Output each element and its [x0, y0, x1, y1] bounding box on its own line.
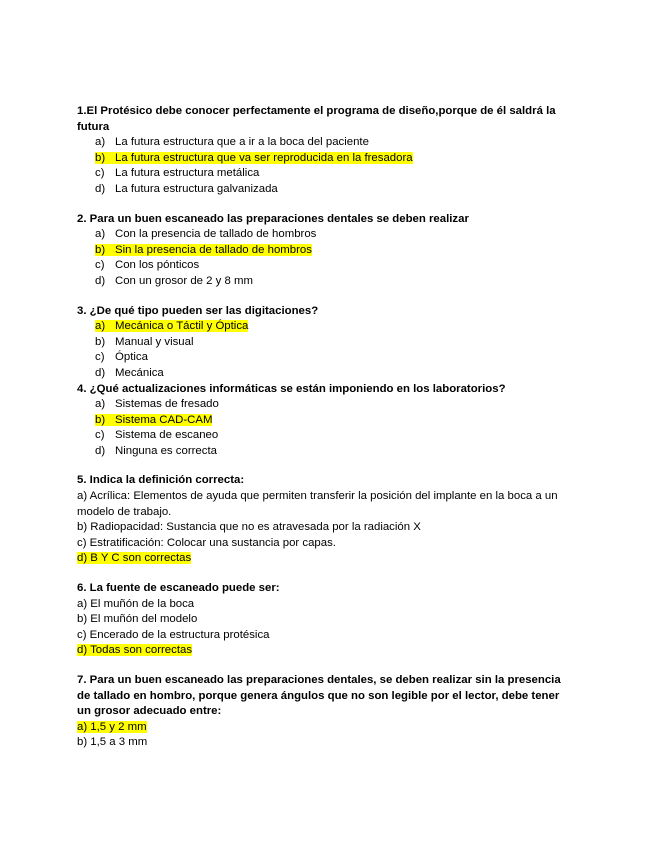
option-3d: d) Mecánica — [95, 366, 164, 379]
spacer — [77, 290, 575, 304]
option-4a: a) Sistemas de fresado — [95, 398, 219, 411]
option-2b: b) Sin la presencia de tallado de hombros — [95, 243, 312, 256]
option-2c: c) Con los pónticos — [95, 259, 200, 272]
option-7b: b) 1,5 a 3 mm — [77, 736, 148, 749]
spacer — [77, 659, 575, 673]
option-5d: d) B Y C son correctas — [77, 552, 192, 565]
question-4-options — [77, 397, 575, 459]
question-6-prompt: 6. La fuente de escaneado puede ser: — [77, 582, 280, 595]
option-1c: c) La futura estructura metálica — [95, 167, 260, 180]
option-4b: b) Sistema CAD-CAM — [95, 413, 213, 426]
option-5b: b) Radiopacidad: Sustancia que no es atravesada por la radiación X — [77, 521, 421, 534]
question-3-prompt: 3. ¿De qué tipo pueden ser las digitaciones? — [77, 304, 319, 317]
option-6a: a) El muñón de la boca — [77, 597, 195, 610]
option-1d: d) La futura estructura galvanizada — [95, 182, 278, 195]
option-3c: c) Óptica — [95, 351, 148, 364]
question-2-options — [77, 227, 575, 289]
question-3-options — [77, 319, 575, 381]
question-1-options — [77, 135, 575, 197]
option-7a-row — [77, 720, 575, 736]
option-4c: c) Sistema de escaneo — [95, 429, 219, 442]
option-4d: d) Ninguna es correcta — [95, 444, 217, 457]
option-5c: c) Estratificación: Colocar una sustancia por capas. — [77, 536, 336, 549]
option-6d-row — [77, 643, 575, 659]
question-4-prompt: 4. ¿Qué actualizaciones informáticas se están imponiendo en los laboratorios? — [77, 382, 506, 395]
option-1b: b) La futura estructura que va ser reproducida en la fresadora — [95, 151, 413, 164]
option-6d: d) Todas son correctas — [77, 644, 193, 657]
option-2d: d) Con un grosor de 2 y 8 mm — [95, 274, 254, 287]
option-7a: a) 1,5 y 2 mm — [77, 720, 147, 733]
question-7-prompt: 7. Para un buen escaneado las preparaciones dentales, se deben realizar sin la presencia de tallado en hombro, porque genera ángulos que no son legible por el lector, debe tener un grosor adecuado entre: — [77, 674, 561, 718]
spacer — [77, 459, 575, 473]
option-6b: b) El muñón del modelo — [77, 613, 198, 626]
question-2-prompt: 2. Para un buen escaneado las preparaciones dentales se deben realizar — [77, 212, 469, 225]
spacer — [77, 198, 575, 212]
option-2a: a) Con la presencia de tallado de hombros — [95, 228, 317, 241]
option-5d-row — [77, 551, 575, 567]
question-1-prompt: 1.El Protésico debe conocer perfectamente el programa de diseño,porque de él saldrá la futura — [77, 105, 556, 133]
option-6c: c) Encerado de la estructura protésica — [77, 628, 270, 641]
option-3a: a) Mecánica o Táctil y Óptica — [95, 320, 249, 333]
option-1a: a) La futura estructura que a ir a la boca del paciente — [95, 136, 369, 149]
spacer — [77, 567, 575, 581]
option-5a: a) Acrílica: Elementos de ayuda que permiten transferir la posición del implante en la boca a un modelo de trabajo. — [77, 490, 558, 518]
option-3b: b) Manual y visual — [95, 335, 194, 348]
question-5-prompt: 5. Indica la definición correcta: — [77, 474, 245, 487]
